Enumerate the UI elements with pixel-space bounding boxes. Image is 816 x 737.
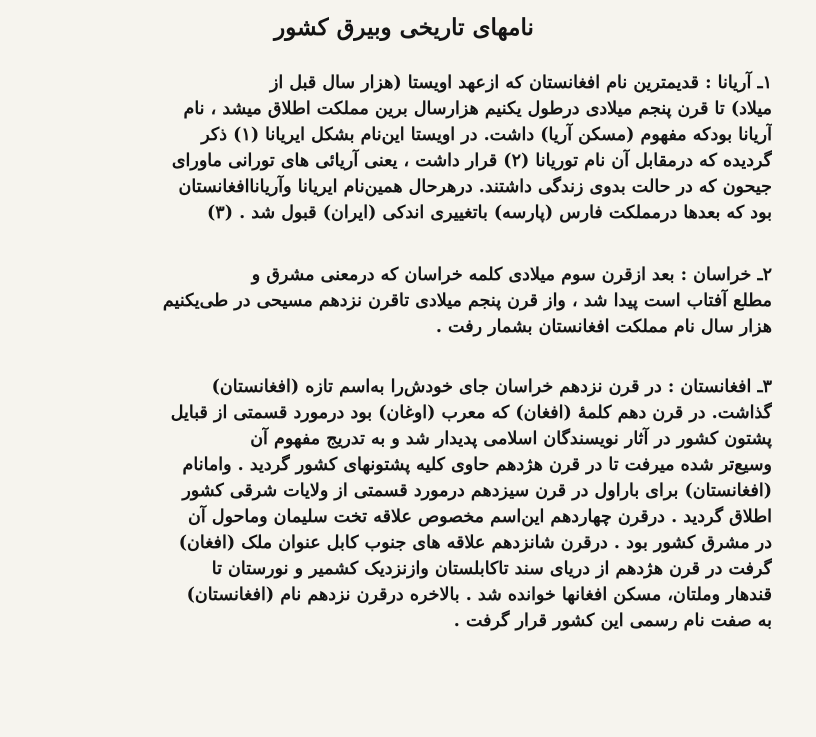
paragraph-aryana — [36, 70, 772, 226]
text-line: آریانا بودکه مفهوم (مسکن آریا) داشت. در اویستا این‌نام بشکل ایریانا (۱) ذکر — [201, 125, 772, 145]
text-line: جیحون که در حالت بدوی زندگی داشتند. درهرحال همین‌نام ایریانا وآریاناافغانستان — [178, 177, 772, 197]
text-line: میلاد) تا قرن پنجم میلادی درطول یکنیم هزارسال برین مملکت اطلاق میشد ، نام — [183, 99, 772, 119]
text-line: بود که بعدها درمملکت فارس (پارسه) باتغییری اندکی (ایران) قبول شد . (۳) — [207, 203, 772, 223]
text-line: ۲ـ خراسان : بعد ازقرن سوم میلادی کلمه خراسان که درمعنی مشرق و — [251, 265, 772, 285]
text-line: مطلع آفتاب است پیدا شد ، واز قرن پنجم میلادی تاقرن نزدهم مسیحی در طی‌یکنیم — [162, 291, 772, 311]
text-line: به صفت نام رسمی این کشور قرار گرفت . — [453, 611, 772, 631]
paragraph-afghanistan — [36, 374, 772, 634]
text-line: پشتون کشور در آثار نویسندگان اسلامی پدیدار شد و به تدریج مفهوم آن — [250, 429, 772, 449]
text-line: گرفت در قرن هژدهم از دریای سند تاکابلستان وازنزدیک کشمیر و نورستان تا — [211, 559, 772, 579]
text-line: در مشرق کشور بود . درقرن شانزدهم علاقه های جنوب کابل عنوان ملک (افغان) — [178, 533, 772, 553]
page-title: نامهای تاریخی وبیرق کشور — [274, 14, 534, 41]
text-line: هزار سال نام مملکت افغانستان بشمار رفت . — [435, 317, 772, 337]
paragraph-khorasan — [36, 262, 772, 340]
text-line: (افغانستان) برای باراول در قرن سیزدهم درمورد قسمتی از ولایات شرقی کشور — [182, 481, 772, 501]
text-line: اطلاق گردید . درقرن چهاردهم این‌اسم مخصوص علاقه تخت سلیمان وماحول آن — [188, 507, 772, 527]
text-line: قندهار وملتان، مسکن افغانها خوانده شد . بالاخره درقرن نزدهم نام (افغانستان) — [186, 585, 772, 605]
text-line: گردیده که درمقابل آن نام توریانا (۲) قرار داشت ، یعنی آریائی های تورانی ماورای — [171, 151, 772, 171]
text-line: ۱ـ آریانا : قدیمترین نام افغانستان که ازعهد اویستا (هزار سال قبل از — [269, 73, 772, 93]
text-line: گذاشت. در قرن دهم کلمهٔ (افغان) که معرب (اوغان) بود درمورد قسمتی از قبایل — [170, 403, 772, 423]
text-line: وسیع‌تر شده میرفت تا در قرن هژدهم حاوی کلیه پشتونهای کشور گردید . وامانام — [182, 455, 772, 475]
text-line: ۳ـ افغانستان : در قرن نزدهم خراسان جای خودش‌را به‌اسم تازه (افغانستان) — [211, 377, 772, 397]
